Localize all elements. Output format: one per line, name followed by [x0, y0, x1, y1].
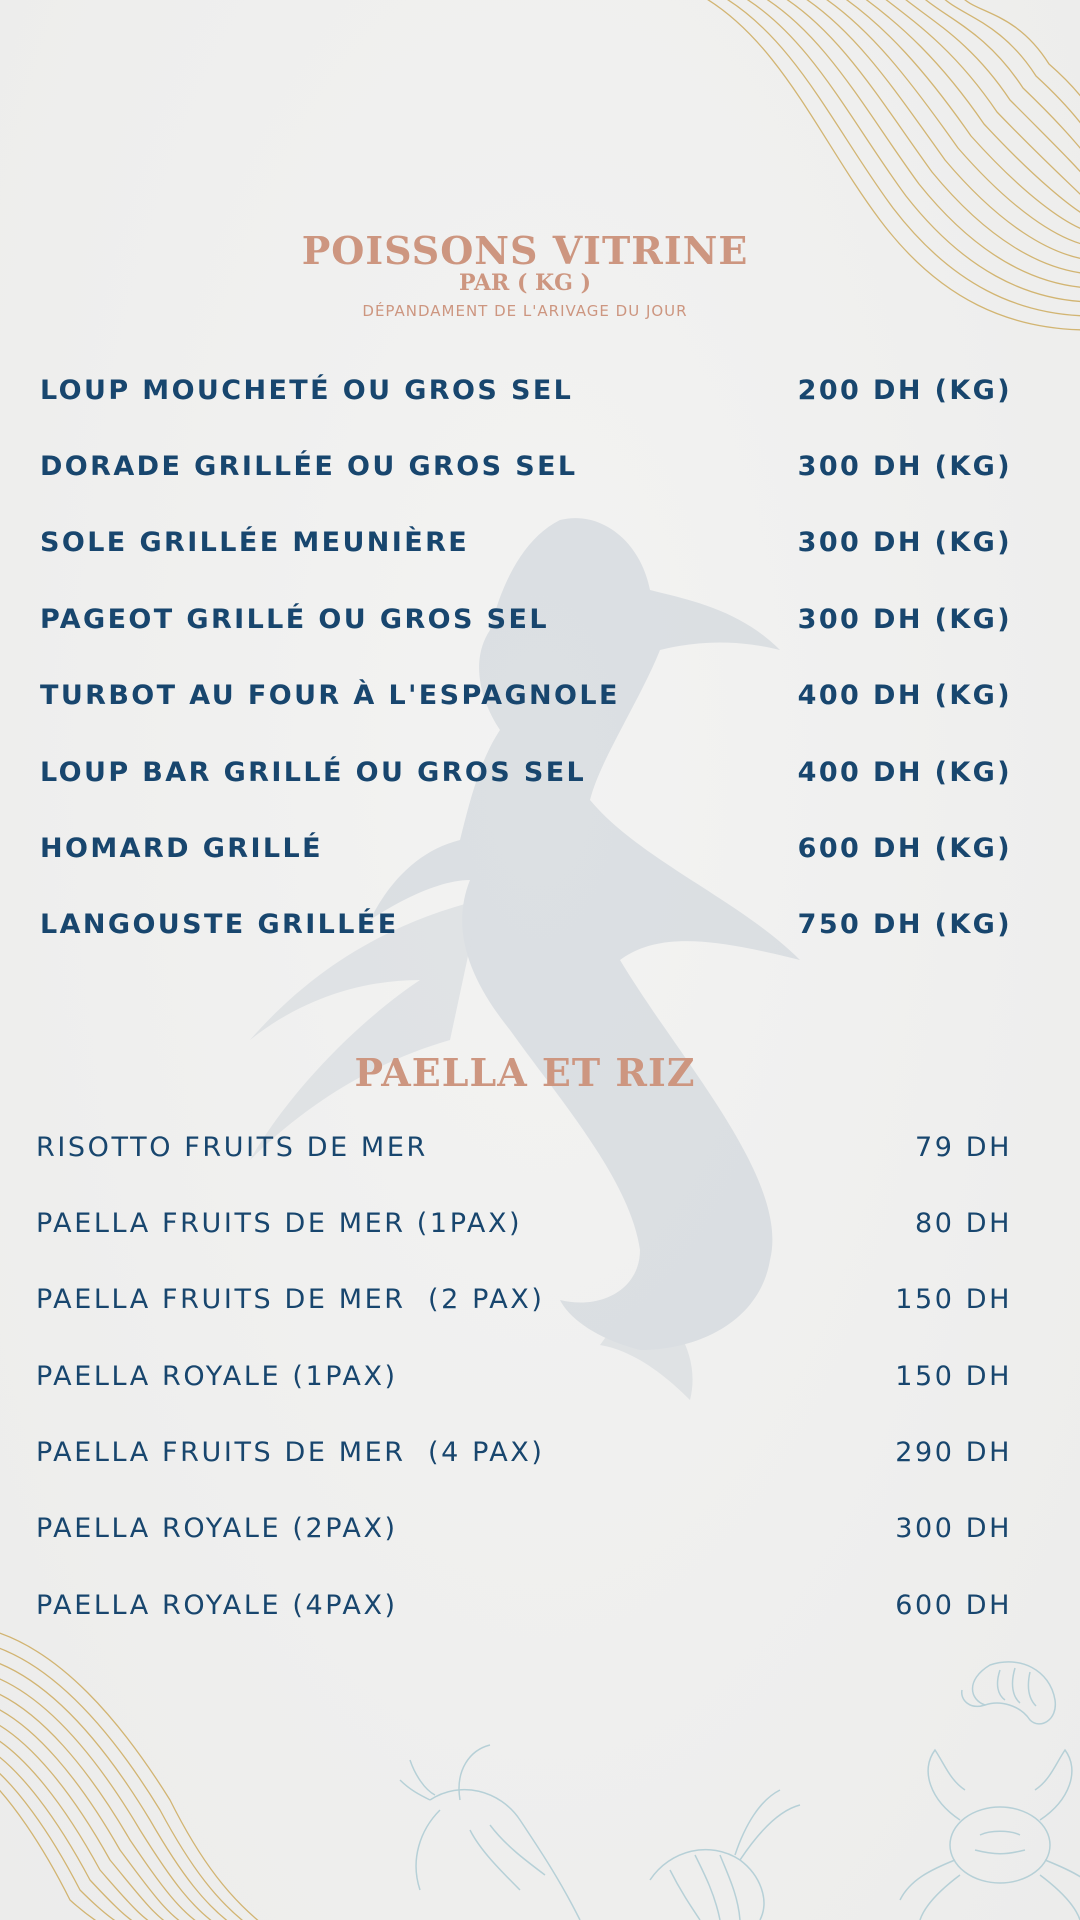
menu-item-price: 600 DH (KG)	[797, 832, 1012, 864]
menu-item-name: HOMARD GRILLÉ	[40, 832, 323, 864]
menu-item-name: LOUP BAR GRILLÉ OU GROS SEL	[40, 756, 587, 788]
fish-section-title: POISSONS VITRINE	[301, 228, 749, 273]
menu-item	[40, 599, 1012, 639]
mermaid-watermark-icon	[250, 518, 800, 1400]
fish-section-subtitle: PAR ( KG )	[459, 270, 591, 296]
menu-item-price: 200 DH (KG)	[797, 374, 1012, 406]
menu-item-price: 79 DH	[914, 1131, 1012, 1163]
menu-item-name: LOUP MOUCHETÉ OU GROS SEL	[40, 374, 574, 406]
menu-item-price: 300 DH (KG)	[797, 450, 1012, 482]
menu-item-name: PAELLA FRUITS DE MER (4 PAX)	[36, 1436, 545, 1468]
menu-item	[40, 752, 1012, 792]
seafood-sketch-icon	[400, 1662, 1080, 1920]
menu-item-name: TURBOT AU FOUR À L'ESPAGNOLE	[40, 679, 620, 711]
menu-item	[36, 1508, 1012, 1548]
menu-item	[36, 1585, 1012, 1625]
menu-item-name: DORADE GRILLÉE OU GROS SEL	[40, 450, 578, 482]
menu-item	[40, 828, 1012, 868]
menu-item	[40, 904, 1012, 944]
menu-item-price: 600 DH	[895, 1589, 1012, 1621]
menu-item	[40, 370, 1012, 410]
menu-item-price: 150 DH	[895, 1360, 1012, 1392]
menu-item-price: 300 DH	[895, 1512, 1012, 1544]
menu-item-name: LANGOUSTE GRILLÉE	[40, 908, 399, 940]
menu-item	[36, 1203, 1012, 1243]
menu-item-price: 290 DH	[895, 1436, 1012, 1468]
fish-section-note: DÉPANDAMENT DE L'ARIVAGE DU JOUR	[362, 302, 688, 320]
menu-item-price: 400 DH (KG)	[797, 756, 1012, 788]
menu-item	[40, 675, 1012, 715]
paella-section-title: PAELLA ET RIZ	[354, 1050, 696, 1095]
menu-item-name: PAELLA FRUITS DE MER (2 PAX)	[36, 1283, 545, 1315]
menu-item-price: 300 DH (KG)	[797, 603, 1012, 635]
menu-item-price: 750 DH (KG)	[797, 908, 1012, 940]
menu-item	[36, 1279, 1012, 1319]
menu-item	[40, 522, 1012, 562]
menu-item	[36, 1432, 1012, 1472]
menu-item-name: RISOTTO FRUITS DE MER	[36, 1131, 428, 1163]
menu-item-name: SOLE GRILLÉE MEUNIÈRE	[40, 526, 470, 558]
gold-waves-bottom-icon	[0, 1630, 270, 1920]
menu-item-name: PAELLA ROYALE (2PAX)	[36, 1512, 398, 1544]
menu-item-name: PAELLA FRUITS DE MER (1PAX)	[36, 1207, 523, 1239]
menu-item-price: 80 DH	[914, 1207, 1012, 1239]
menu-item	[36, 1356, 1012, 1396]
menu-item-price: 150 DH	[895, 1283, 1012, 1315]
menu-item	[40, 446, 1012, 486]
menu-item-name: PAELLA ROYALE (1PAX)	[36, 1360, 398, 1392]
menu-item-price: 300 DH (KG)	[797, 526, 1012, 558]
menu-item-name: PAELLA ROYALE (4PAX)	[36, 1589, 398, 1621]
menu-item	[36, 1127, 1012, 1167]
menu-item-name: PAGEOT GRILLÉ OU GROS SEL	[40, 603, 549, 635]
menu-item-price: 400 DH (KG)	[797, 679, 1012, 711]
